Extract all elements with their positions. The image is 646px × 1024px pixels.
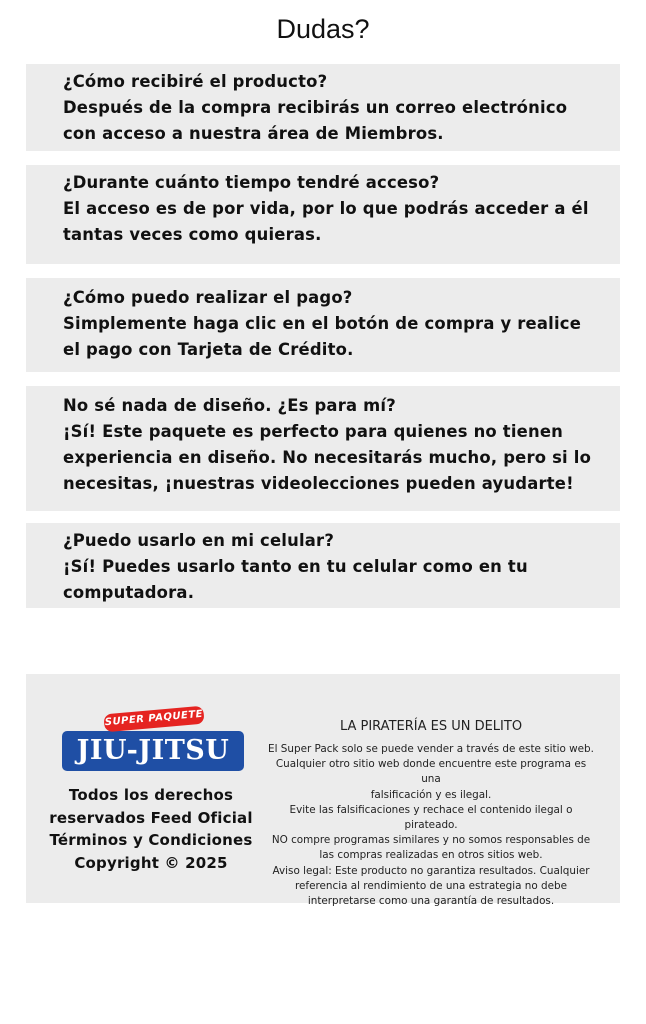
legal-line: NO compre programas similares y no somos responsables de <box>271 834 591 847</box>
faq-item <box>26 386 620 511</box>
faq-question: ¿Durante cuánto tiempo tendré acceso? <box>63 173 440 192</box>
legal-line: Cualquier otro sitio web donde encuentre este programa es una <box>275 758 587 786</box>
logo-badge: SUPER PAQUETE <box>103 706 204 733</box>
piracy-notice <box>266 718 596 909</box>
legal-line: interpretarse como una garantía de resultados. <box>307 895 555 908</box>
faq-question: No sé nada de diseño. ¿Es para mí? <box>63 396 396 415</box>
logo-wordmark: JIU-JITSU <box>62 731 244 771</box>
brand-logo <box>62 710 244 774</box>
faq-item <box>26 523 620 608</box>
footer <box>26 674 620 908</box>
faq-item <box>26 64 620 151</box>
terms-link[interactable]: Términos y Condiciones <box>49 831 253 849</box>
piracy-title: LA PIRATERÍA ES UN DELITO <box>339 719 523 734</box>
faq-list <box>26 64 620 608</box>
legal-line: referencia al rendimiento de una estrategia no debe <box>294 879 568 892</box>
faq-question: ¿Cómo puedo realizar el pago? <box>63 288 353 307</box>
faq-question: ¿Puedo usarlo en mi celular? <box>63 531 335 550</box>
copyright-text: Copyright © 2025 <box>74 853 228 872</box>
faq-item <box>26 278 620 372</box>
legal-line: falsificación y es ilegal. <box>370 788 492 801</box>
faq-answer: Después de la compra recibirás un correo electrónico con acceso a nuestra área de Miembros. <box>63 98 568 143</box>
faq-title: Dudas? <box>276 14 370 44</box>
footer-rights <box>26 784 276 874</box>
legal-line: las compras realizadas en otros sitios web. <box>319 849 543 862</box>
legal-line: El Super Pack solo se puede vender a través de este sitio web. <box>268 743 594 755</box>
rights-text-line1: Todos los derechos <box>68 786 234 804</box>
rights-text-line2: reservados Feed Oficial <box>49 808 253 827</box>
faq-answer: El acceso es de por vida, por lo que podrás acceder a él tantas veces como quieras. <box>63 199 589 244</box>
faq-question: ¿Cómo recibiré el producto? <box>63 72 328 91</box>
legal-line: Aviso legal: Este producto no garantiza resultados. Cualquier <box>272 864 590 877</box>
faq-answer: ¡Sí! Puedes usarlo tanto en tu celular como en tu computadora. <box>63 557 528 602</box>
faq-item <box>26 165 620 264</box>
faq-answer: ¡Sí! Este paquete es perfecto para quienes no tienen experiencia en diseño. No necesitarás mucho, pero si lo necesitas, ¡nuestras videolecciones pueden ayudarte! <box>63 422 592 493</box>
legal-line: Evite las falsificaciones y rechace el contenido ilegal o pirateado. <box>289 803 573 832</box>
faq-answer: Simplemente haga clic en el botón de compra y realice el pago con Tarjeta de Crédito. <box>63 314 582 359</box>
